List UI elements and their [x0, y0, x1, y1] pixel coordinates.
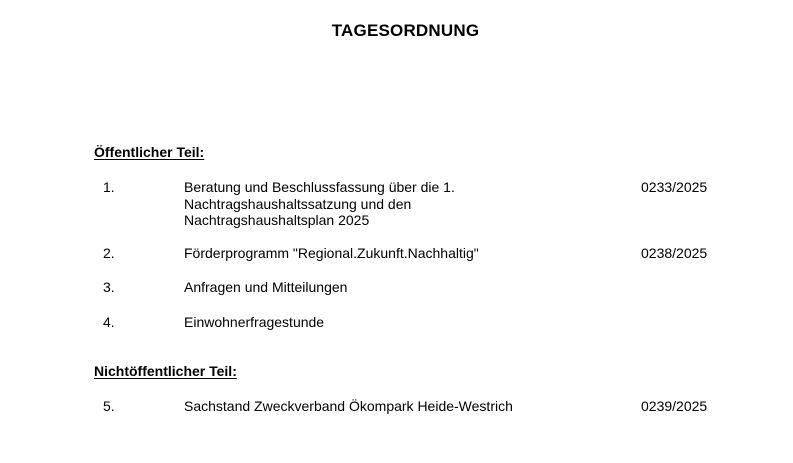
item-text-line: Nachtragshaushaltssatzung und den [184, 195, 412, 212]
item-text [184, 398, 604, 415]
item-number: 2. [103, 245, 115, 261]
item-text-line: Sachstand Zweckverband Ökompark Heide-Westrich [184, 398, 513, 414]
section-heading-public: Öffentlicher Teil: [94, 144, 205, 160]
item-reference: 0239/2025 [641, 398, 708, 414]
item-text [184, 179, 604, 229]
item-text-line: Nachtragshaushaltsplan 2025 [184, 212, 370, 228]
page-title: TAGESORDNUNG [331, 21, 480, 40]
item-number: 3. [103, 279, 115, 295]
section-heading-non-public: Nichtöffentlicher Teil: [94, 363, 237, 379]
item-text-line: Anfragen und Mitteilungen [184, 279, 348, 295]
item-text [184, 279, 604, 296]
item-number: 1. [103, 179, 115, 195]
item-number: 4. [103, 314, 115, 330]
item-text [184, 314, 604, 331]
item-text-line: Beratung und Beschlussfassung über die 1. [184, 179, 455, 195]
item-text-line: Einwohnerfragestunde [184, 314, 325, 330]
item-text-line: Förderprogramm "Regional.Zukunft.Nachhaltig" [184, 245, 479, 261]
item-reference: 0233/2025 [641, 179, 708, 195]
item-number: 5. [103, 398, 115, 414]
item-reference: 0238/2025 [641, 245, 708, 261]
item-text [184, 245, 604, 262]
